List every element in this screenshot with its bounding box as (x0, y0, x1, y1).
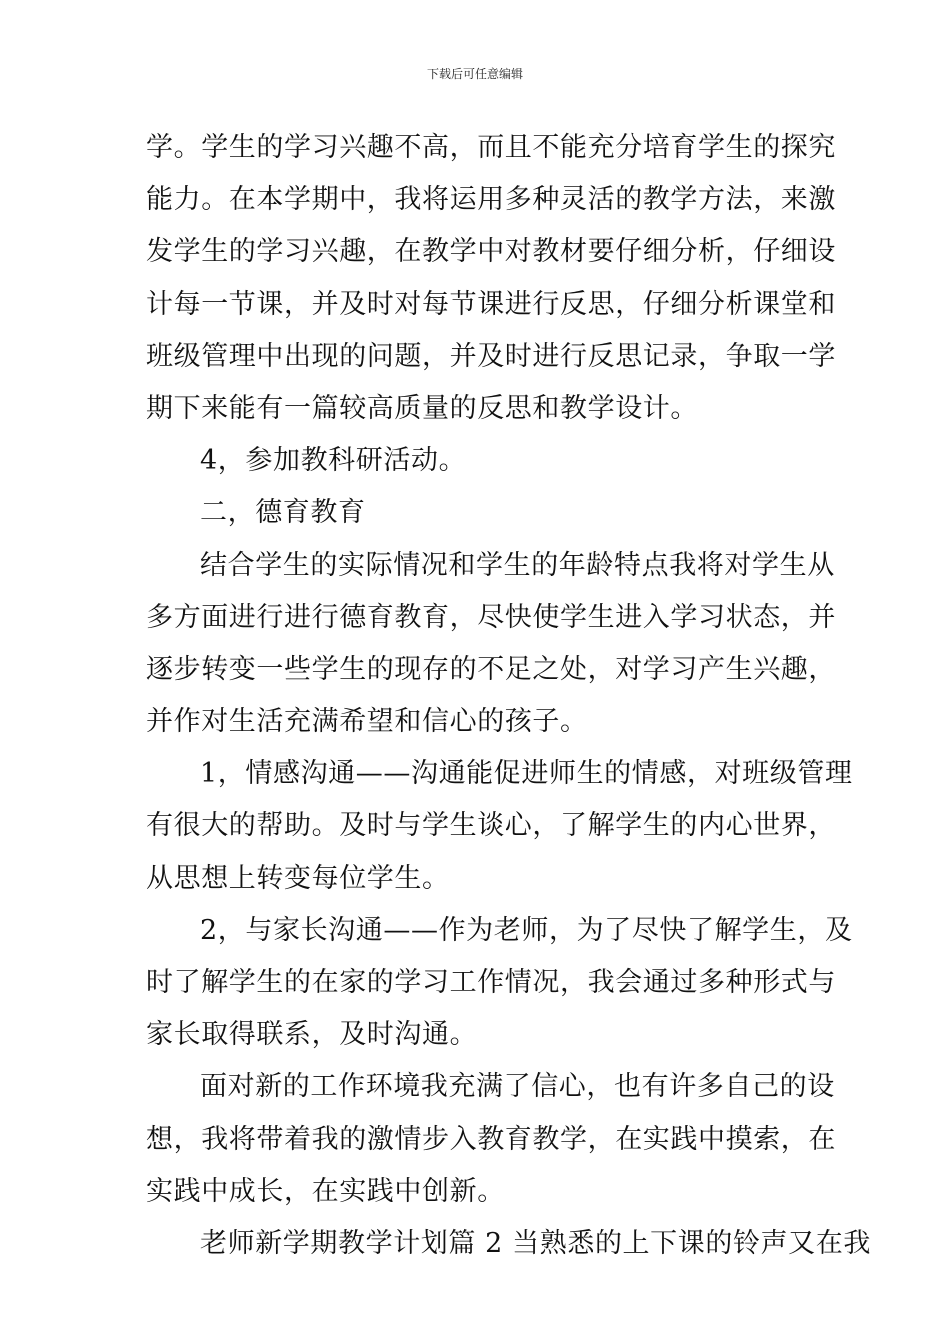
text-line: 结合学生的实际情况和学生的年龄特点我将对学生从 (200, 549, 835, 581)
text-line: 有很大的帮助。及时与学生谈心，了解学生的内心世界， (146, 810, 836, 842)
text-line: 并作对生活充满希望和信心的孩子。 (146, 706, 588, 738)
text-line: 多方面进行进行德育教育，尽快使学生进入学习状态，并 (146, 601, 836, 633)
page-header: 下载后可任意编辑 (426, 67, 523, 81)
text-line: 老师新学期教学计划篇 2 当熟悉的上下课的铃声又在我 (200, 1227, 871, 1259)
text-line: 面对新的工作环境我充满了信心，也有许多自己的设 (200, 1071, 835, 1103)
text-line: 时了解学生的在家的学习工作情况，我会通过多种形式与 (146, 967, 836, 998)
text-line: 想，我将带着我的激情步入教育教学，在实践中摸索，在 (146, 1123, 836, 1155)
text-line: 二，德育教育 (200, 497, 366, 529)
text-line: 4，参加教科研活动。 (200, 445, 467, 477)
text-line: 2，与家长沟通——作为老师，为了尽快了解学生，及 (200, 914, 853, 946)
text-line: 实践中成长，在实践中创新。 (146, 1175, 505, 1207)
text-line: 从思想上转变每位学生。 (146, 862, 450, 894)
text-line: 发学生的学习兴趣，在教学中对教材要仔细分析，仔细设 (146, 236, 836, 268)
text-line: 班级管理中出现的问题，并及时进行反思记录，争取一学 (146, 340, 836, 372)
text-line: 学。学生的学习兴趣不高，而且不能充分培育学生的探究 (146, 132, 836, 163)
text-line: 计每一节课，并及时对每节课进行反思，仔细分析课堂和 (146, 288, 836, 320)
text-line: 期下来能有一篇较高质量的反思和教学设计。 (146, 392, 698, 424)
document-body (146, 126, 871, 1274)
text-line: 能力。在本学期中，我将运用多种灵活的教学方法，来激 (146, 184, 836, 216)
text-line: 家长取得联系，及时沟通。 (146, 1019, 478, 1051)
text-line: 1，情感沟通——沟通能促进师生的情感，对班级管理 (200, 758, 853, 790)
text-line: 逐步转变一些学生的现存的不足之处，对学习产生兴趣， (146, 653, 836, 685)
